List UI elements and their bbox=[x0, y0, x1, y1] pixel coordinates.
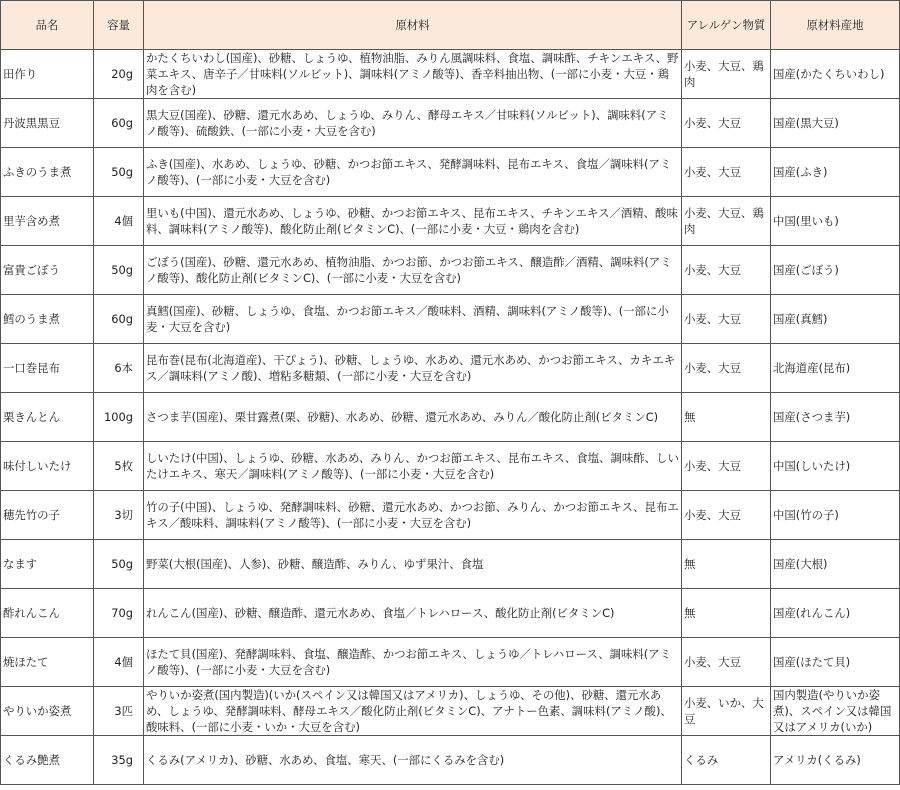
product-name-cell: くるみ艶煮 bbox=[1, 736, 94, 785]
volume-cell: 50g bbox=[94, 246, 144, 295]
allergens-cell: 小麦、大豆 bbox=[682, 99, 771, 148]
allergens-cell: 小麦、大豆、鶏肉 bbox=[682, 50, 771, 99]
product-name-cell: 焼ほたて bbox=[1, 638, 94, 687]
table-row bbox=[1, 197, 900, 246]
header-volume: 容量 bbox=[94, 1, 144, 50]
allergens-cell: 小麦、大豆 bbox=[682, 442, 771, 491]
header-ingredients: 原材料 bbox=[144, 1, 682, 50]
ingredients-cell: ほたて貝(国産)、発酵調味料、食塩、醸造酢、かつお節エキス、しょうゆ／トレハロース、調味料(アミノ酸等)、(一部に小麦・大豆を含む) bbox=[144, 638, 682, 687]
origin-cell: 国産(大根) bbox=[771, 540, 900, 589]
product-name-cell: 栗きんとん bbox=[1, 393, 94, 442]
allergens-cell: 小麦、大豆 bbox=[682, 638, 771, 687]
allergens-cell: 無 bbox=[682, 589, 771, 638]
allergens-cell: くるみ bbox=[682, 736, 771, 785]
volume-cell: 4個 bbox=[94, 197, 144, 246]
ingredients-cell: しいたけ(中国)、しょうゆ、砂糖、水あめ、みりん、かつお節エキス、昆布エキス、食塩、調味酢、しいたけエキス、寒天／調味料(アミノ酸等)、(一部に小麦・大豆を含む) bbox=[144, 442, 682, 491]
volume-cell: 60g bbox=[94, 99, 144, 148]
origin-cell: 国産(真鱈) bbox=[771, 295, 900, 344]
table-row bbox=[1, 344, 900, 393]
volume-cell: 100g bbox=[94, 393, 144, 442]
table-row bbox=[1, 246, 900, 295]
allergens-cell: 小麦、いか、大豆 bbox=[682, 687, 771, 736]
ingredients-cell: 野菜(大根(国産)、人参)、砂糖、醸造酢、みりん、ゆず果汁、食塩 bbox=[144, 540, 682, 589]
product-name-cell: 鱈のうま煮 bbox=[1, 295, 94, 344]
header-origin: 原材料産地 bbox=[771, 1, 900, 50]
product-name-cell: 田作り bbox=[1, 50, 94, 99]
product-name-cell: 丹波黒黒豆 bbox=[1, 99, 94, 148]
origin-cell: 国産(れんこん) bbox=[771, 589, 900, 638]
table-row bbox=[1, 638, 900, 687]
volume-cell: 20g bbox=[94, 50, 144, 99]
product-name-cell: なます bbox=[1, 540, 94, 589]
allergens-cell: 無 bbox=[682, 540, 771, 589]
volume-cell: 50g bbox=[94, 540, 144, 589]
table-row bbox=[1, 589, 900, 638]
product-name-cell: 一口巻昆布 bbox=[1, 344, 94, 393]
allergens-cell: 小麦、大豆、鶏肉 bbox=[682, 197, 771, 246]
volume-cell: 50g bbox=[94, 148, 144, 197]
product-name-cell: やりいか姿煮 bbox=[1, 687, 94, 736]
allergens-cell: 小麦、大豆 bbox=[682, 246, 771, 295]
table-row bbox=[1, 99, 900, 148]
origin-cell: 中国(しいたけ) bbox=[771, 442, 900, 491]
product-name-cell: 味付しいたけ bbox=[1, 442, 94, 491]
table-row bbox=[1, 393, 900, 442]
ingredients-cell: 黒大豆(国産)、砂糖、還元水あめ、しょうゆ、みりん、酵母エキス／甘味料(ソルビット)、調味料(アミノ酸等)、硫酸鉄、(一部に小麦・大豆を含む) bbox=[144, 99, 682, 148]
allergens-cell: 小麦、大豆 bbox=[682, 148, 771, 197]
product-name-cell: 酢れんこん bbox=[1, 589, 94, 638]
volume-cell: 35g bbox=[94, 736, 144, 785]
product-name-cell: 富貴ごぼう bbox=[1, 246, 94, 295]
origin-cell: 国産(かたくちいわし) bbox=[771, 50, 900, 99]
origin-cell: 国産(さつま芋) bbox=[771, 393, 900, 442]
origin-cell: 北海道産(昆布) bbox=[771, 344, 900, 393]
allergens-cell: 小麦、大豆 bbox=[682, 295, 771, 344]
table-body bbox=[1, 50, 900, 785]
origin-cell: 国産(ふき) bbox=[771, 148, 900, 197]
ingredients-cell: れんこん(国産)、砂糖、醸造酢、還元水あめ、食塩／トレハロース、酸化防止剤(ビタミンC) bbox=[144, 589, 682, 638]
table-row bbox=[1, 442, 900, 491]
volume-cell: 60g bbox=[94, 295, 144, 344]
product-name-cell: 里芋含め煮 bbox=[1, 197, 94, 246]
ingredients-cell: ごぼう(国産)、砂糖、還元水あめ、植物油脂、かつお節、かつお節エキス、醸造酢／酒精、調味料(アミノ酸等)、酸化防止剤(ビタミンC)、(一部に小麦・大豆を含む) bbox=[144, 246, 682, 295]
ingredients-cell: ふき(国産)、水あめ、しょうゆ、砂糖、かつお節エキス、発酵調味料、昆布エキス、食塩／調味料(アミノ酸等)、(一部に小麦・大豆を含む) bbox=[144, 148, 682, 197]
ingredients-cell: さつま芋(国産)、栗甘露煮(栗、砂糖)、水あめ、砂糖、還元水あめ、みりん／酸化防止剤(ビタミンC) bbox=[144, 393, 682, 442]
ingredients-cell: 昆布巻(昆布(北海道産)、干ぴょう)、砂糖、しょうゆ、水あめ、還元水あめ、かつお節エキス、カキエキス／調味料(アミノ酸)、増粘多糖類、(一部に小麦・大豆を含む) bbox=[144, 344, 682, 393]
volume-cell: 70g bbox=[94, 589, 144, 638]
origin-cell: 中国(竹の子) bbox=[771, 491, 900, 540]
volume-cell: 5枚 bbox=[94, 442, 144, 491]
header-row bbox=[1, 1, 900, 50]
allergens-cell: 小麦、大豆 bbox=[682, 491, 771, 540]
origin-cell: 国内製造(やりいか姿煮)、スペイン又は韓国又はアメリカ(いか) bbox=[771, 687, 900, 736]
table-row bbox=[1, 295, 900, 344]
origin-cell: 中国(里いも) bbox=[771, 197, 900, 246]
table-row bbox=[1, 491, 900, 540]
table-row bbox=[1, 148, 900, 197]
product-name-cell: 穂先竹の子 bbox=[1, 491, 94, 540]
header-allergens: アレルゲン物質 bbox=[682, 1, 771, 50]
ingredients-cell: くるみ(アメリカ)、砂糖、水あめ、食塩、寒天、(一部にくるみを含む) bbox=[144, 736, 682, 785]
ingredients-cell: 竹の子(中国)、しょうゆ、発酵調味料、砂糖、還元水あめ、かつお節、みりん、かつお節エキス、昆布エキス／酸味料、調味料(アミノ酸等)、(一部に小麦・大豆を含む) bbox=[144, 491, 682, 540]
origin-cell: 国産(ごぼう) bbox=[771, 246, 900, 295]
ingredients-cell: やりいか姿煮(国内製造)(いか(スペイン又は韓国又はアメリカ)、しょうゆ、その他)、砂糖、還元水あめ、しょうゆ、発酵調味料、酵母エキス／酸化防止剤(ビタミンC)、アナトー色素、調味料(アミノ酸)、酸味料、(一部に小麦・いか・大豆を含む) bbox=[144, 687, 682, 736]
table-row bbox=[1, 736, 900, 785]
origin-cell: 国産(黒大豆) bbox=[771, 99, 900, 148]
ingredients-cell: かたくちいわし(国産)、砂糖、しょうゆ、植物油脂、みりん風調味料、食塩、調味酢、チキンエキス、野菜エキス、唐辛子／甘味料(ソルビット)、調味料(アミノ酸等)、香辛料抽出物、(一部に小麦・大豆・鶏肉を含む) bbox=[144, 50, 682, 99]
allergens-cell: 小麦、大豆 bbox=[682, 344, 771, 393]
ingredients-cell: 里いも(中国)、還元水あめ、しょうゆ、砂糖、かつお節エキス、昆布エキス、チキンエキス／酒精、酸味料、調味料(アミノ酸等)、酸化防止剤(ビタミンC)、(一部に小麦・大豆・鶏肉を含む) bbox=[144, 197, 682, 246]
header-product-name: 品名 bbox=[1, 1, 94, 50]
volume-cell: 3匹 bbox=[94, 687, 144, 736]
table-row bbox=[1, 687, 900, 736]
origin-cell: 国産(ほたて貝) bbox=[771, 638, 900, 687]
allergens-cell: 無 bbox=[682, 393, 771, 442]
table-row bbox=[1, 540, 900, 589]
volume-cell: 6本 bbox=[94, 344, 144, 393]
volume-cell: 3切 bbox=[94, 491, 144, 540]
product-name-cell: ふきのうま煮 bbox=[1, 148, 94, 197]
volume-cell: 4個 bbox=[94, 638, 144, 687]
table-row bbox=[1, 50, 900, 99]
ingredients-cell: 真鱈(国産)、砂糖、しょうゆ、食塩、かつお節エキス／酸味料、酒精、調味料(アミノ酸等)、(一部に小麦・大豆を含む) bbox=[144, 295, 682, 344]
origin-cell: アメリカ(くるみ) bbox=[771, 736, 900, 785]
